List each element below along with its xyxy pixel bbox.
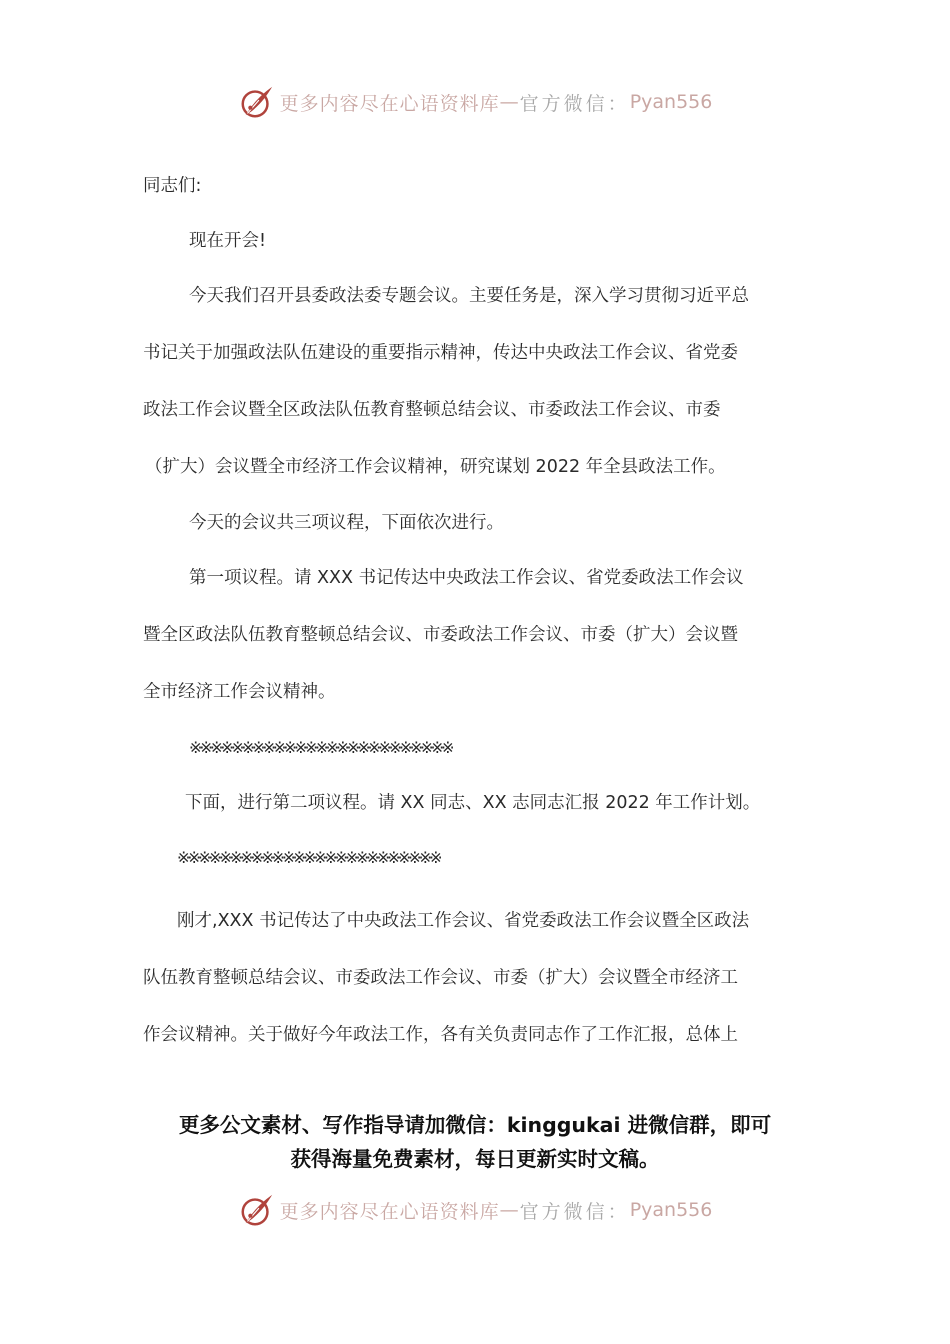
- paragraph-line: （扩大）会议暨全市经济工作会议精神，研究谋划 2022 年全县政法工作。: [145, 457, 726, 477]
- paragraph-line: 今天我们召开县委政法委专题会议。主要任务是，深入学习贯彻习近平总: [189, 286, 749, 306]
- footer-brand-text: 更多内容尽在心语资料库: [279, 1200, 500, 1223]
- separator-symbols: ※※※※※※※※※※※※※※※※※※※※※※※※※: [177, 848, 440, 867]
- promo-line-2: 获得海量免费素材，每日更新实时文稿。: [290, 1147, 660, 1171]
- footer-wechat-id: Pyan556: [629, 1199, 713, 1221]
- paragraph-line: 今天的会议共三项议程，下面依次进行。: [189, 513, 504, 533]
- paragraph-line: 刚才,XXX 书记传达了中央政法工作会议、省党委政法工作会议暨全区政法: [177, 911, 750, 931]
- paragraph-line: 政法工作会议暨全区政法队伍教育整顿总结会议、市委政法工作会议、市委: [143, 400, 721, 420]
- header-wechat-label: 官方微信：: [519, 92, 630, 115]
- promo-line-1: 更多公文素材、写作指导请加微信：kinggukai 进微信群，即可: [178, 1113, 772, 1137]
- paragraph-line: 现在开会!: [189, 231, 267, 251]
- paragraph-line: 全市经济工作会议精神。: [143, 682, 336, 702]
- footer-banner: [0, 1188, 950, 1232]
- paragraph-line: 书记关于加强政法队伍建设的重要指示精神，传达中央政法工作会议、省党委: [143, 343, 738, 363]
- footer-wechat-label: 官方微信：: [519, 1200, 630, 1223]
- paragraph-line: 第一项议程。请 XXX 书记传达中央政法工作会议、省党委政法工作会议: [189, 568, 744, 588]
- salutation: 同志们:: [143, 176, 202, 196]
- header-banner: [0, 80, 950, 124]
- paragraph-line: 暨全区政法队伍教育整顿总结会议、市委政法工作会议、市委（扩大）会议暨: [143, 625, 738, 645]
- header-separator: —: [499, 91, 520, 113]
- paragraph-line: 作会议精神。关于做好今年政法工作，各有关负责同志作了工作汇报，总体上: [143, 1025, 738, 1045]
- quill-pen-logo-icon: [238, 83, 276, 121]
- quill-pen-logo-icon: [238, 1191, 276, 1229]
- header-brand-text: 更多内容尽在心语资料库: [279, 92, 500, 115]
- header-wechat-id: Pyan556: [629, 91, 713, 113]
- separator-symbols: ※※※※※※※※※※※※※※※※※※※※※※※※※: [189, 738, 452, 757]
- paragraph-line: 队伍教育整顿总结会议、市委政法工作会议、市委（扩大）会议暨全市经济工: [143, 968, 738, 988]
- paragraph-line: 下面，进行第二项议程。请 XX 同志、XX 志同志汇报 2022 年工作计划。: [185, 793, 761, 813]
- footer-separator: —: [499, 1199, 520, 1221]
